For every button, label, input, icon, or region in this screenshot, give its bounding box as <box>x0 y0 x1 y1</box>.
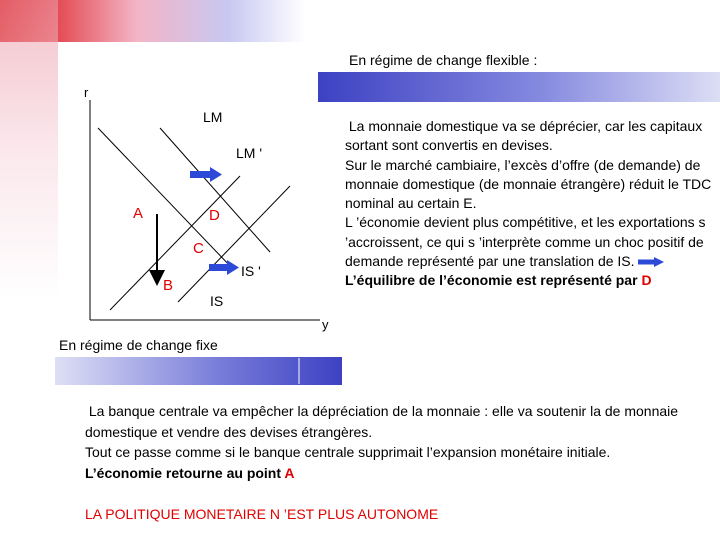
flexible-line-2: Sur le marché cambiaire, l’excès d’offre (de demande) de monnaie domestique (de monnaie étrangère) réduit le TDC nominal au certain E. <box>345 156 712 212</box>
heading-fixe: En régime de change fixe <box>59 337 218 353</box>
fixe-explanation <box>85 401 705 483</box>
heading-flexible: En régime de change flexible : <box>349 52 538 68</box>
lm-curve <box>98 128 232 268</box>
inline-shift-arrow-icon <box>638 257 664 267</box>
flexible-point-d: D <box>641 272 652 289</box>
y-axis-label: r <box>84 85 89 100</box>
is-prime-label: IS ' <box>241 263 261 279</box>
is-label: IS <box>210 293 224 309</box>
fixe-point-a: A <box>284 464 295 481</box>
conclusion: LA POLITIQUE MONETAIRE N ’EST PLUS AUTONOME <box>85 506 439 522</box>
fixe-line-2: Tout ce passe comme si le banque centrale supprimait l’expansion monétaire initiale. <box>85 444 611 460</box>
point-a-label: A <box>133 205 144 222</box>
point-c-label: C <box>193 240 204 257</box>
flexible-line-3: L ’économie devient plus compétitive, et les exportations s ’accroissent, ce qui s ’interprète comme un choc positif de demande représenté par une translation de IS. <box>345 214 706 270</box>
lm-label: LM <box>203 109 223 125</box>
lm-prime-label: LM ' <box>236 145 263 161</box>
is-shift-arrow <box>209 260 239 275</box>
x-axis-label: y <box>322 317 329 332</box>
fixe-line-3: L’économie retourne au point <box>85 464 285 481</box>
is-curve <box>110 176 240 310</box>
point-b-label: B <box>163 277 174 294</box>
flexible-line-1: La monnaie domestique va se déprécier, car les capitaux sortant sont convertis en devises. <box>345 118 703 154</box>
flexible-explanation <box>345 117 717 291</box>
point-d-label: D <box>209 207 220 224</box>
flexible-line-4: L’équilibre de l’économie est représenté par <box>345 272 642 289</box>
fixe-line-1: La banque centrale va empêcher la dépréciation de la monnaie : elle va soutenir la de monnaie domestique et vendre des devises étrangères. <box>85 403 679 440</box>
